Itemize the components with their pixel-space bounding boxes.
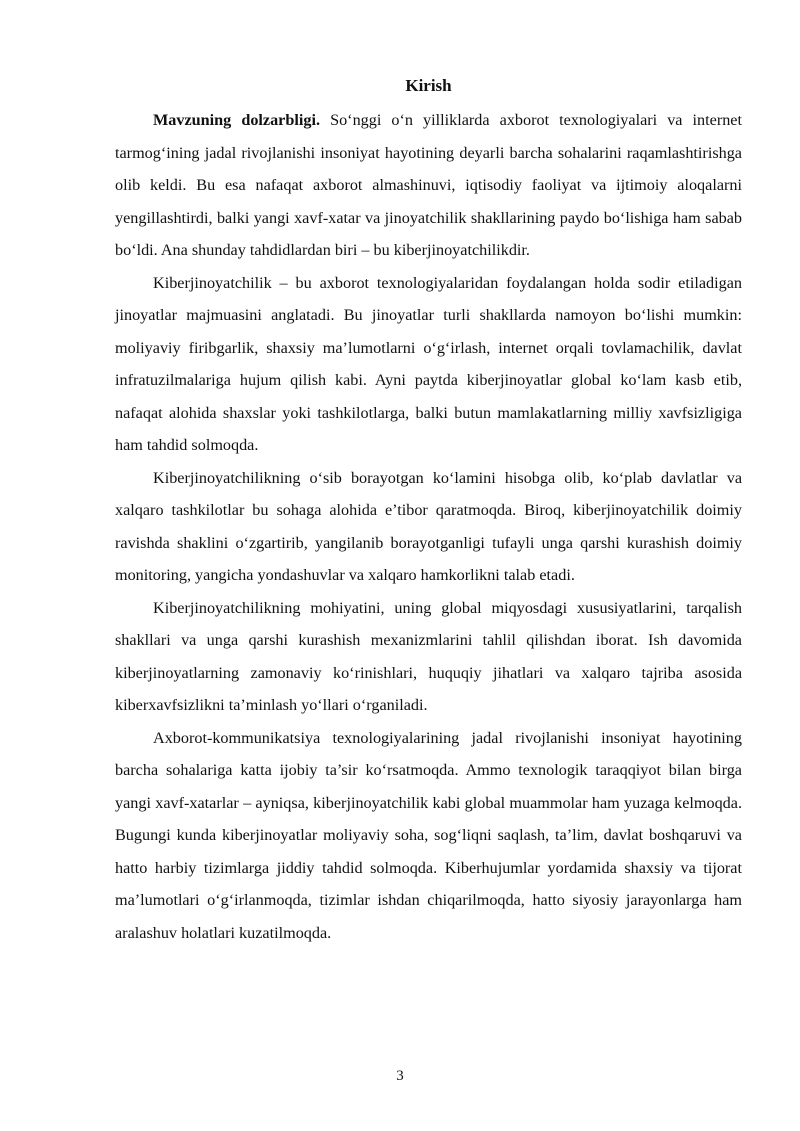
page-number: 3	[396, 1068, 404, 1084]
paragraph-text: So‘nggi o‘n yilliklarda axborot texnologiyalari va internet tarmog‘ining jadal rivojlanishi insoniyat hayotining deyarli barcha sohalarini raqamlashtirishga olib keldi. Bu esa nafaqat axborot almashinuvi, iqtisodiy faoliyat va ijtimoiy aloqalarni yengillashtirdi, balki yangi xavf-xatar va jinoyatchilik shakllarining paydo bo‘lishiga ham sabab bo‘ldi. Ana shunday tahdidlardan biri – bu kiberjinoyatchilikdir.	[115, 111, 742, 259]
paragraph-definition	[115, 267, 742, 462]
paragraph-scale	[115, 462, 742, 592]
paragraph-text: Kiberjinoyatchilikning mohiyatini, uning global miqyosdagi xususiyatlarini, tarqalish shakllari va unga qarshi kurashish mexanizmlarini tahlil qilishdan iborat. Ish davomida kiberjinoyatlarning zamonaviy ko‘rinishlari, huquqiy jihatlari va xalqaro tajriba asosida kiberxavfsizlikni ta’minlash yo‘llari o‘rganiladi.	[115, 598, 742, 714]
section-title: Kirish	[405, 76, 452, 95]
paragraph-ict	[115, 722, 742, 950]
paragraph-relevance	[115, 104, 742, 267]
paragraph-text: Kiberjinoyatchilik – bu axborot texnologiyalaridan foydalangan holda sodir etiladigan jinoyatlar majmuasini anglatadi. Bu jinoyatlar turli shakllarda namoyon bo‘lishi mumkin: moliyaviy firibgarlik, shaxsiy ma’lumotlarni o‘g‘irlash, internet orqali tovlamachilik, davlat infratuzilmalariga hujum qilish kabi. Ayni paytda kiberjinoyatlar global ko‘lam kasb etib, nafaqat alohida shaxslar yoki tashkilotlarga, balki butun mamlakatlarning milliy xavfsizligiga ham tahdid solmoqda.	[115, 273, 742, 454]
paragraph-aim	[115, 592, 742, 722]
document-page	[115, 74, 742, 949]
paragraph-text: Axborot-kommunikatsiya texnologiyalarining jadal rivojlanishi insoniyat hayotining barcha sohalariga katta ijobiy ta’sir ko‘rsatmoqda. Ammo texnologik taraqqiyot bilan birga yangi xavf-xatarlar – ayniqsa, kiberjinoyatchilik kabi global muammolar ham yuzaga kelmoqda. Bugungi kunda kiberjinoyatlar moliyaviy soha, sog‘liqni saqlash, ta’lim, davlat boshqaruvi va hatto harbiy tizimlarga jiddiy tahdid solmoqda. Kiberhujumlar yordamida shaxsiy va tijorat ma’lumotlari o‘g‘irlanmoqda, tizimlar ishdan chiqarilmoqda, hatto siyosiy jarayonlarga ham aralashuv holatlari kuzatilmoqda.	[115, 728, 742, 942]
paragraph-text: Kiberjinoyatchilikning o‘sib borayotgan ko‘lamini hisobga olib, ko‘plab davlatlar va xalqaro tashkilotlar bu sohaga alohida e’tibor qaratmoqda. Biroq, kiberjinoyatchilik doimiy ravishda shaklini o‘zgartirib, yangilanib borayotganligi tufayli unga qarshi kurashish doimiy monitoring, yangicha yondashuvlar va xalqaro hamkorlikni talab etadi.	[115, 468, 742, 584]
paragraph-lead: Mavzuning dolzarbligi.	[153, 111, 321, 129]
